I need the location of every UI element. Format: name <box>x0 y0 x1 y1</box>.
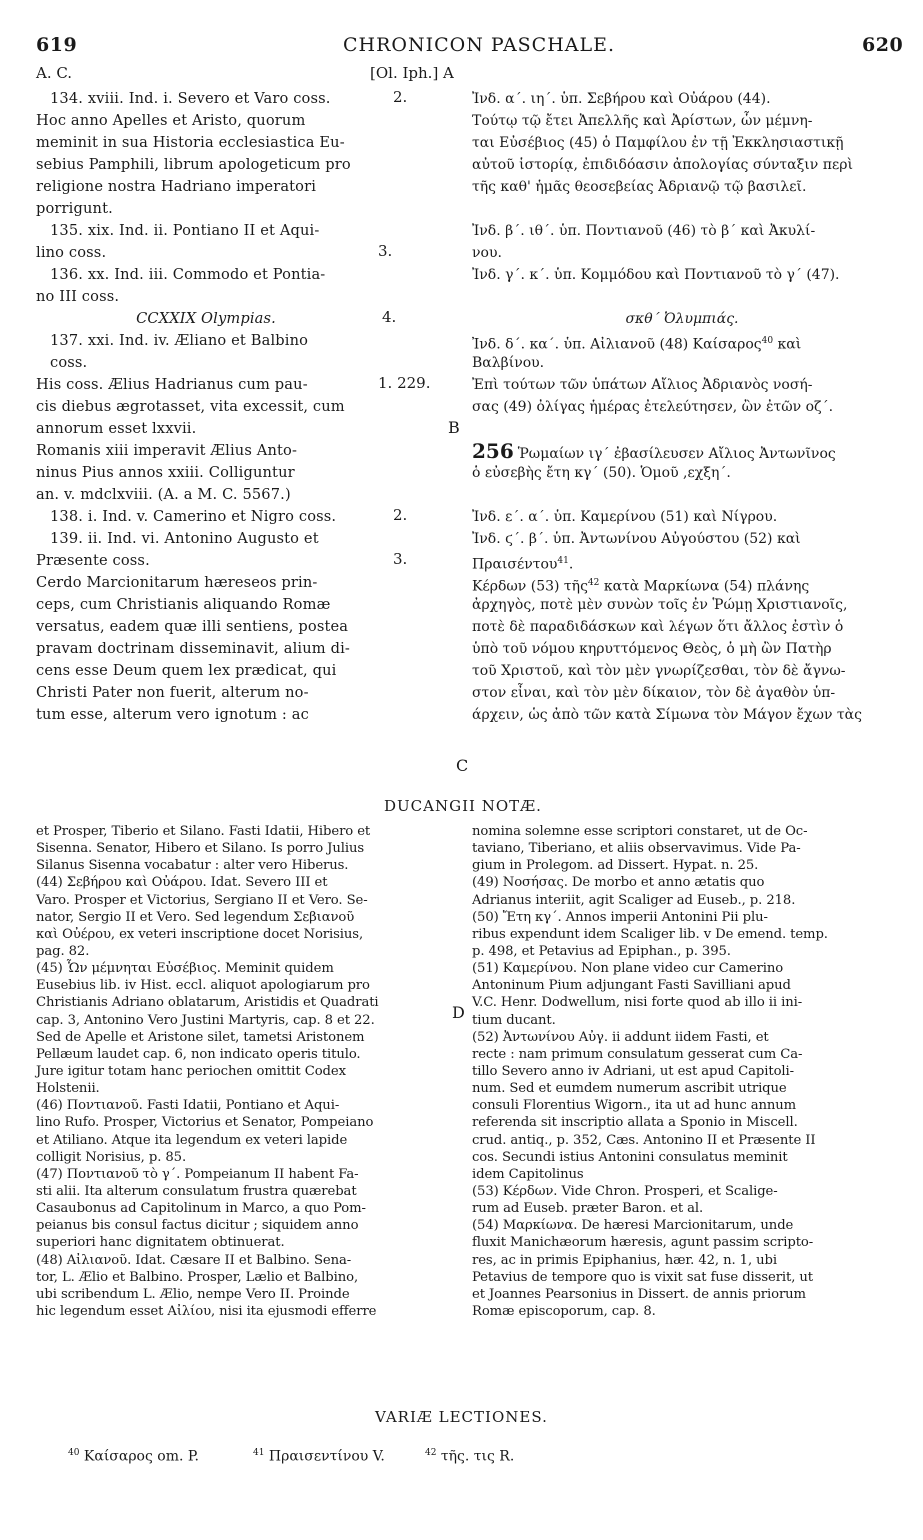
latin-line: CCXXIX Olympias. <box>136 310 276 327</box>
note-line: (53) Κέρδων. Vide Chron. Prosperi, et Scalige- <box>472 1183 778 1199</box>
note-line: superiori hanc dignitatem obtinuerat. <box>36 1235 285 1251</box>
note-line: (48) Αἰλιανοῦ. Idat. Cæsare II et Balbino. Sena- <box>36 1252 352 1268</box>
note-line: crud. antiq., p. 352, Cæs. Antonino II et Præsente II <box>472 1132 816 1148</box>
note-line: Sed de Apelle et Aristone silet, tametsi Aristonem <box>36 1029 365 1045</box>
greek-line: Ἰνδ. β΄. ιθ΄. ὑπ. Ποντιανοῦ (46) τὸ β΄ καὶ Ἀκυλί- <box>472 223 816 239</box>
greek-line: Βαλβίνου. <box>472 355 545 371</box>
margin-number: 2. <box>393 506 408 524</box>
greek-line: Ἰνδ. γ΄. κ΄. ὑπ. Κομμόδου καὶ Ποντιανοῦ τὸ γ΄ (47). <box>472 267 840 283</box>
latin-line: no III coss. <box>36 288 120 305</box>
latin-line: meminit in sua Historia ecclesiastica Eu- <box>36 134 345 151</box>
latin-line: His coss. Ælius Hadrianus cum pau- <box>36 376 308 393</box>
note-line: peianus bis consul factus dicitur ; siquidem anno <box>36 1218 359 1234</box>
note-line: taviano, Tiberiano, et aliis observavimus. Vide Pa- <box>472 841 801 857</box>
note-line: idem Capitolinus <box>472 1166 584 1182</box>
note-line: gium in Prolegom. ad Dissert. Hypat. n. 25. <box>472 858 759 874</box>
ducange-notes-title: DUCANGII NOTÆ. <box>384 797 542 815</box>
latin-line: pravam doctrinam disseminavit, alium di- <box>36 640 350 657</box>
note-line: Casaubonus ad Capitolinum in Marco, a quo Pom- <box>36 1201 366 1217</box>
note-line: Jure igitur totam hanc periochen omittit Codex <box>36 1063 346 1079</box>
note-line: Petavius de tempore quo is vixit sat fuse disserit, ut <box>472 1269 814 1285</box>
note-line: cap. 3, Antonino Vero Justini Martyris, cap. 8 et 22. <box>36 1012 375 1028</box>
note-line: (49) Νοσήσας. De morbo et anno ætatis quo <box>472 875 765 891</box>
greek-line: Ἰνδ. δ΄. κα΄. ὑπ. Αἰλιανοῦ (48) Καίσαρος$^{40}$ καὶ <box>472 336 802 353</box>
margin-number: 3. <box>393 550 408 568</box>
note-line: et Joannes Pearsonius in Dissert. de annis priorum <box>472 1286 806 1302</box>
latin-line: 135. xix. Ind. ii. Pontiano II et Aqui- <box>50 222 320 239</box>
margin-number: 4. <box>382 308 397 326</box>
latin-line: an. v. mdclxviii. (A. a M. C. 5567.) <box>36 486 291 503</box>
greek-line: Ἰνδ. ϛ΄. β΄. ὑπ. Ἀντωνίνου Αὐγούστου (52) καὶ <box>472 531 801 547</box>
chapter-marker-256: 256 <box>472 439 514 463</box>
note-line: pag. 82. <box>36 943 90 959</box>
latin-line: versatus, eadem quæ illi sentiens, postea <box>36 618 349 635</box>
greek-line: νου. <box>472 245 502 261</box>
latin-column <box>36 88 376 726</box>
latin-line: Christi Pater non fuerit, alterum no- <box>36 684 309 701</box>
note-line: Antoninum Pium adjungant Fasti Savilliani apud <box>472 978 791 994</box>
note-line: nomina solemne esse scriptori constaret, ut de Oc- <box>472 824 808 839</box>
greek-line: 256 Ῥωμαίων ιγ΄ ἐβασίλευσεν Αἴλιος Ἀντωνῖνος <box>472 439 836 463</box>
notes-right-column <box>472 823 892 1320</box>
page-number-left: 619 <box>36 34 78 56</box>
note-line: (54) Μαρκίωνα. De hæresi Marcionitarum, unde <box>472 1218 794 1234</box>
greek-line: τῆς καθ' ἡμᾶς θεοσεβείας Ἀδριανῷ τῷ βασιλεῖ. <box>472 179 807 195</box>
note-line: referenda sit inscriptio allata a Sponio in Miscell. <box>472 1115 798 1131</box>
greek-line: αὐτοῦ ἱστορίᾳ, ἐπιδιδόασιν ἀπολογίας σύνταξιν περὶ <box>472 157 853 173</box>
greek-line <box>472 418 892 440</box>
latin-line: coss. <box>50 354 88 371</box>
notes-left-column <box>36 823 456 1320</box>
footnote-marker: 42 <box>587 578 600 588</box>
note-line: et Atiliano. Atque ita legendum ex veteri lapide <box>36 1132 348 1148</box>
greek-line: ὁ εὐσεβὴς ἔτη κγ΄ (50). Ὁμοῦ ,εχξη΄. <box>472 465 731 481</box>
latin-line: annorum esset lxxvii. <box>36 420 197 437</box>
note-line: consuli Florentius Wigorn., ita ut ad hunc annum <box>472 1098 797 1114</box>
note-line: p. 498, et Petavius ad Epiphan., p. 395. <box>472 943 731 959</box>
latin-line: 136. xx. Ind. iii. Commodo et Pontia- <box>50 266 326 283</box>
latin-line: ninus Pius annos xxiii. Colliguntur <box>36 464 295 481</box>
latin-line: Præsente coss. <box>36 552 150 569</box>
note-line: Eusebius lib. iv Hist. eccl. aliquot apologiarum pro <box>36 978 370 994</box>
greek-line: Τούτῳ τῷ ἔτει Ἀπελλῆς καὶ Ἀρίστων, ὧν μέμνη- <box>472 113 813 129</box>
greek-line: άρχειν, ὡς ἀπὸ τῶν κατὰ Σίμωνα τὸν Μάγον ἔχων τὰς <box>472 707 862 723</box>
page-number-right: 620 <box>862 34 904 56</box>
note-line: (47) Ποντιανοῦ τὸ γ΄. Pompeianum II habent Fa- <box>36 1166 359 1182</box>
latin-line: 139. ii. Ind. vi. Antonino Augusto et <box>50 530 319 547</box>
latin-line: 137. xxi. Ind. iv. Æliano et Balbino <box>50 332 309 349</box>
margin-number: 3. <box>378 242 393 260</box>
anno-christi-label: A. C. <box>36 64 73 82</box>
greek-line: Ἐπὶ τούτων τῶν ὑπάτων Αἴλιος Ἀδριανὸς νοσή- <box>472 377 813 393</box>
variant-reading: $^{41}$ Πραισεντίνου V. <box>253 1448 385 1465</box>
note-line: ubi scribendum L. Ælio, nempe Vero II. Proinde <box>36 1286 350 1302</box>
latin-line: cis diebus ægrotasset, vita excessit, cum <box>36 398 345 415</box>
note-line: cos. Secundi istius Antonini consulatus meminit <box>472 1149 788 1165</box>
note-line: nator, Sergio II et Vero. Sed legendum Σεβιανοῦ <box>36 909 355 925</box>
latin-line: porrigunt. <box>36 200 113 217</box>
note-line: colligit Norisius, p. 85. <box>36 1149 187 1165</box>
greek-line <box>472 198 892 220</box>
note-line: rum ad Euseb. præter Baron. et al. <box>472 1201 704 1217</box>
greek-line <box>472 286 892 308</box>
note-line: Sisenna. Senator, Hibero et Silano. Is porro Julius <box>36 841 365 857</box>
note-line: tillo Severo anno iv Adriani, ut est apud Capitoli- <box>472 1063 795 1079</box>
margin-number: 2. <box>393 88 408 106</box>
note-line: Adrianus interiit, agit Scaliger ad Euseb., p. 218. <box>472 892 796 908</box>
note-line: (45) Ὧν μέμνηται Εὐσέβιος. Meminit quidem <box>36 961 334 977</box>
note-line: (52) Ἀντωνίνου Αὐγ. ii addunt iidem Fasti, et <box>472 1029 769 1045</box>
greek-line: ποτὲ δὲ παραδιδάσκων καὶ λέγων ὅτι ἄλλος ἐστὶν ὁ <box>472 619 844 635</box>
running-title: CHRONICON PASCHALE. <box>343 34 616 56</box>
note-line: num. Sed et eumdem numerum ascribit utrique <box>472 1081 787 1097</box>
greek-line: στον εἶναι, καὶ τὸν μὲν δίκαιον, τὸν δὲ ἀγαθὸν ὑπ- <box>472 685 836 701</box>
greek-line: Ἰνδ. ε΄. α΄. ὑπ. Καμερίνου (51) καὶ Νίγρου. <box>472 509 778 525</box>
note-line: recte : nam primum consulatum gesserat cum Ca- <box>472 1046 803 1062</box>
note-line: V.C. Henr. Dodwellum, nisi forte quod ab illo ii ini- <box>472 995 803 1011</box>
note-line: fluxit Manichæorum hæresis, agunt passim scripto- <box>472 1235 814 1251</box>
greek-line: ται Εὐσέβιος (45) ὁ Παμφίλου ἐν τῇ Ἐκκλησιαστικῇ <box>472 135 844 151</box>
latin-line: Cerdo Marcionitarum hæreseos prin- <box>36 574 318 591</box>
margin-letter: B <box>448 418 460 437</box>
variae-lectiones-title: VARIÆ LECTIONES. <box>375 1408 548 1426</box>
latin-line: ceps, cum Christianis aliquando Romæ <box>36 596 331 613</box>
note-line: Varo. Prosper et Victorius, Sergiano II et Vero. Se- <box>36 892 368 908</box>
greek-line: Πραισέντου$^{41}$. <box>472 556 574 573</box>
variant-reading: $^{40}$ Καίσαρος om. P. <box>68 1448 199 1465</box>
greek-line: Ἰνδ. α΄. ιη΄. ὑπ. Σεβήρου καὶ Οὐάρου (44). <box>472 91 771 107</box>
greek-line: σας (49) ὀλίγας ἡμέρας ἐτελεύτησεν, ὢν ἐτῶν οζ΄. <box>472 399 834 415</box>
footnote-marker: 41 <box>557 556 569 566</box>
note-line: hic legendum esset Αἰλίου, nisi ita ejusmodi efferre <box>36 1303 377 1319</box>
note-line: καὶ Οὐέρου, ex veteri inscriptione docet Norisius, <box>36 926 364 942</box>
note-line: (44) Σεβήρου καὶ Οὐάρου. Idat. Severo III et <box>36 875 328 891</box>
note-line: Holstenii. <box>36 1081 100 1097</box>
variant-reading: $^{42}$ τῆς. τις R. <box>425 1448 515 1465</box>
greek-line: Κέρδων (53) τῆς$^{42}$ κατὰ Μαρκίωνα (54) πλάνης <box>472 578 810 595</box>
latin-line: 134. xviii. Ind. i. Severo et Varo coss. <box>50 90 331 107</box>
note-line: (46) Ποντιανοῦ. Fasti Idatii, Pontiano et Aqui- <box>36 1098 340 1114</box>
margin-letter: C <box>456 756 469 775</box>
olympiad-label: [Ol. Iph.] A <box>370 64 454 82</box>
latin-line: religione nostra Hadriano imperatori <box>36 178 317 195</box>
note-line: tor, L. Ælio et Balbino. Prosper, Lælio et Balbino, <box>36 1269 359 1285</box>
note-line: Christianis Adriano oblatarum, Aristidis et Quadrati <box>36 995 379 1011</box>
latin-line: Romanis xiii imperavit Ælius Anto- <box>36 442 298 459</box>
note-line: res, ac in primis Epiphanius, hær. 42, n. 1, ubi <box>472 1252 777 1268</box>
footnote-marker: 40 <box>761 336 774 346</box>
note-line: ribus expendunt idem Scaliger lib. v De emend. temp. <box>472 926 828 942</box>
note-line: tium ducant. <box>472 1012 556 1028</box>
greek-line: σκθ΄ Ὀλυμπιάς. <box>625 311 739 327</box>
margin-letter: D <box>452 1003 465 1022</box>
latin-line: tum esse, alterum vero ignotum : ac <box>36 706 309 723</box>
latin-line: lino coss. <box>36 244 107 261</box>
note-line: (51) Καμερίνου. Non plane video cur Camerino <box>472 961 784 977</box>
greek-line: τοῦ Χριστοῦ, καὶ τὸν μὲν γνωρίζεσθαι, τὸν δὲ ἄγνω- <box>472 663 846 679</box>
margin-number: 1. 229. <box>378 374 431 392</box>
note-line: et Prosper, Tiberio et Silano. Fasti Idatii, Hibero et <box>36 824 371 839</box>
latin-line: 138. i. Ind. v. Camerino et Nigro coss. <box>50 508 337 525</box>
greek-column <box>472 88 892 726</box>
note-line: (50) Ἔτη κγ΄. Annos imperii Antonini Pii plu- <box>472 909 768 925</box>
latin-line: cens esse Deum quem lex prædicat, qui <box>36 662 337 679</box>
greek-line: ἀρχηγὸς, ποτὲ μὲν συνὼν τοῖς ἐν Ῥώμῃ Χριστιανοῖς, <box>472 597 848 613</box>
latin-line: sebius Pamphili, librum apologeticum pro <box>36 156 351 173</box>
latin-line: Hoc anno Apelles et Aristo, quorum <box>36 112 306 129</box>
note-line: lino Rufo. Prosper, Victorius et Senator, Pompeiano <box>36 1115 374 1131</box>
note-line: Romæ episcoporum, cap. 8. <box>472 1303 656 1319</box>
greek-line: ὑπὸ τοῦ νόμου κηρυττόμενος Θεὸς, ὁ μὴ ὢν Πατὴρ <box>472 641 832 657</box>
note-line: Pellæum laudet cap. 6, non indicato operis titulo. <box>36 1046 361 1062</box>
note-line: sti alii. Ita alterum consulatum frustra quærebat <box>36 1183 357 1199</box>
note-line: Silanus Sisenna vocabatur : alter vero Hiberus. <box>36 858 349 874</box>
greek-line <box>472 484 892 506</box>
